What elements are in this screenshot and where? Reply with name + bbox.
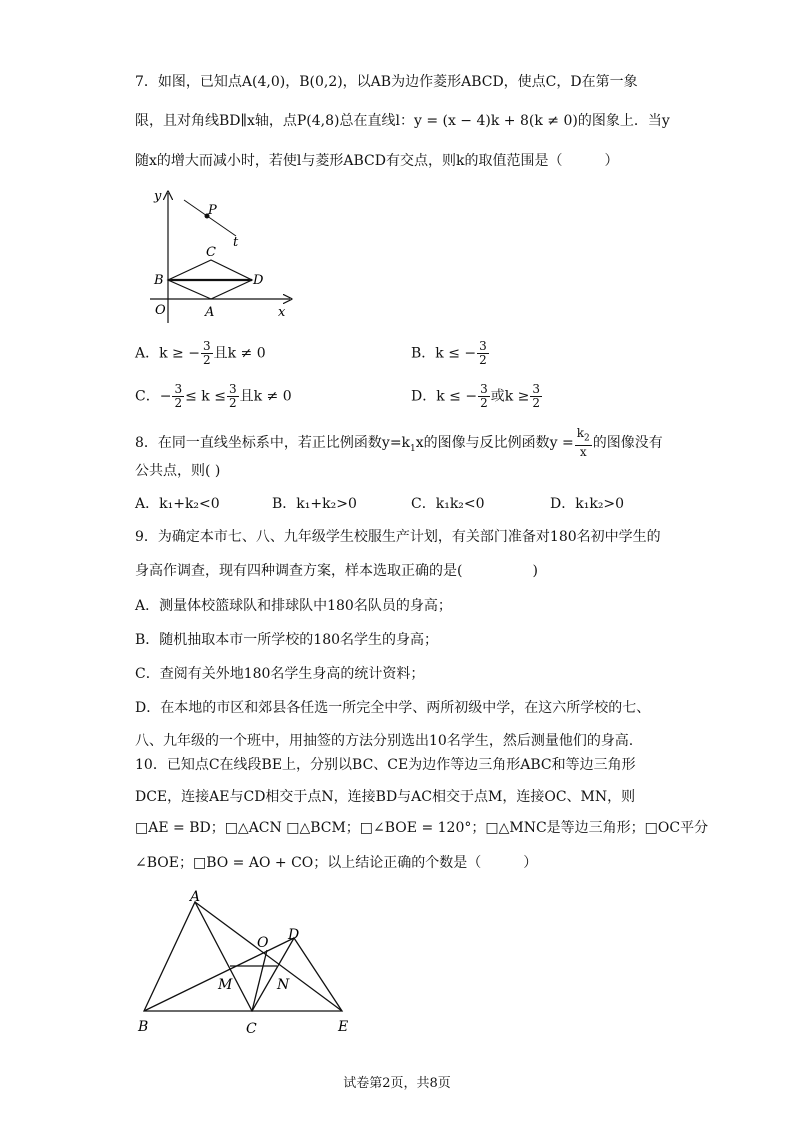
q10-line-1: 10．已知点C在线段BE上，分别以BC、CE为边作等边三角形ABC和等边三角形 (135, 757, 636, 773)
fraction-subscript: 2 (584, 433, 590, 444)
label-b: B (154, 273, 164, 288)
label-c: C (246, 1021, 257, 1037)
fraction (530, 383, 542, 410)
q10-line-4: ∠BOE；□BO = AO + CO；以上结论正确的个数是（ ） (135, 855, 538, 871)
fraction (477, 340, 489, 367)
q9-option-b[interactable]: B．随机抽取本市一所学校的180名学生的身高； (135, 632, 439, 648)
q8-subscript: 1 (410, 444, 416, 454)
page-footer: 试卷第2页，共8页 (343, 1076, 451, 1091)
q7-option-a[interactable] (135, 340, 266, 367)
option-text: ≤ k ≤ (185, 388, 226, 405)
fraction-num (575, 427, 592, 446)
q7-figure (140, 188, 300, 328)
label-t: t (233, 235, 239, 250)
option-text: k ≤ − (436, 388, 478, 405)
option-text: k₁+k₂<0 (159, 496, 220, 512)
fraction-den: 2 (479, 353, 487, 367)
label-a: A (205, 305, 215, 320)
q8-text: x的图像与反比例函数y = (415, 435, 574, 452)
label-e: E (338, 1019, 349, 1035)
q7-line-2: 限，且对角线BD∥x轴，点P(4,8)总在直线l：y = (x − 4)k + 8(k ≠ 0)的图象上．当y (135, 113, 670, 129)
q9-line-2: 身高作调查，现有四种调查方案，样本选取正确的是( ) (135, 563, 538, 579)
option-text: k₁k₂>0 (575, 496, 625, 512)
label-p: P (208, 203, 217, 218)
fraction-num: 3 (532, 382, 541, 396)
option-text: k₁+k₂>0 (296, 496, 357, 512)
label-c: C (206, 245, 216, 260)
fraction-num: 3 (174, 382, 183, 396)
fraction-den: 2 (174, 396, 183, 410)
fraction-den: 2 (228, 396, 237, 410)
option-label: C． (411, 496, 436, 512)
fraction (172, 383, 184, 410)
q7-option-c[interactable] (135, 383, 292, 410)
fraction-num: 3 (228, 382, 237, 396)
label-o: O (257, 935, 269, 951)
label-o: O (155, 303, 166, 318)
fraction-num-text: k (576, 426, 585, 440)
q9-option-c[interactable]: C．查阅有关外地180名学生身高的统计资料； (135, 666, 425, 682)
fraction-den: x (579, 445, 587, 460)
fraction-num: 3 (202, 339, 211, 353)
q8-option-d[interactable] (550, 494, 624, 514)
q8-option-c[interactable] (411, 494, 485, 514)
q7-line-1: 7．如图，已知点A(4,0)，B(0,2)，以AB为边作菱形ABCD，使点C，D在第一象 (135, 74, 638, 90)
option-label: D． (411, 388, 437, 405)
label-n: N (277, 977, 290, 993)
option-label: A． (135, 496, 160, 512)
q9-option-d-line-2[interactable]: 八、九年级的一个班中，用抽签的方法分别选出10名学生，然后测量他们的身高. (135, 733, 634, 749)
option-label: C． (135, 388, 160, 405)
fraction (575, 427, 592, 459)
option-text: k ≥ − (159, 345, 200, 362)
q8-option-a[interactable] (135, 494, 220, 514)
q7-line-3: 随x的增大而减小时，若使l与菱形ABCD有交点，则k的取值范围是（ ） (135, 153, 619, 169)
label-d: D (288, 927, 300, 943)
fraction-num: 3 (479, 339, 487, 353)
q10-line-3: □AE = BD；□△ACN □△BCM；□∠BOE = 120°；□△MNC是等边三角形；□OC平分 (135, 820, 709, 836)
segment-ae (195, 902, 342, 1011)
option-text: − (159, 388, 172, 405)
option-text: 且k ≠ 0 (239, 388, 292, 405)
option-label: B． (411, 345, 436, 362)
q9-line-1: 9．为确定本市七、八、九年级学生校服生产计划，有关部门准备对180名初中学生的 (135, 529, 661, 545)
q10-line-2: DCE，连接AE与CD相交于点N，连接BD与AC相交于点M，连接OC、MN，则 (135, 789, 636, 805)
fraction-den: 2 (532, 396, 541, 410)
q9-option-a[interactable]: A．测量体校篮球队和排球队中180名队员的身高； (135, 598, 452, 614)
label-x: x (278, 305, 286, 320)
q8-line-1 (135, 427, 663, 459)
option-text: k ≤ − (435, 345, 477, 362)
q7-option-d[interactable] (411, 383, 543, 410)
q8-text: 8．在同一直线坐标系中，若正比例函数y=k (135, 435, 411, 452)
label-b: B (138, 1019, 149, 1035)
triangle-abc (144, 902, 252, 1011)
fraction (478, 383, 490, 410)
q8-text: 的图像没有 (592, 435, 663, 452)
label-y: y (154, 189, 162, 204)
option-text: 或k ≥ (490, 388, 530, 405)
fraction (227, 383, 239, 410)
segment-oc (252, 950, 267, 1011)
q9-option-d-line-1[interactable]: D．在本地的市区和郊县各任选一所完全中学、两所初级中学，在这六所学校的七、 (135, 700, 651, 716)
option-text: k₁k₂<0 (435, 496, 485, 512)
fraction (201, 340, 213, 367)
option-text: 且k ≠ 0 (213, 345, 266, 362)
option-label: A． (135, 345, 160, 362)
option-label: B． (272, 496, 297, 512)
fraction-den: 2 (480, 396, 488, 410)
q7-option-b[interactable] (411, 340, 490, 367)
q8-line-2: 公共点，则( ) (135, 463, 221, 479)
q10-figure (130, 885, 360, 1045)
label-a: A (190, 889, 201, 905)
q8-option-b[interactable] (272, 494, 357, 514)
label-d: D (253, 273, 264, 288)
fraction-num: 3 (480, 382, 488, 396)
label-m: M (218, 977, 233, 993)
fraction-den: 2 (202, 353, 211, 367)
option-label: D． (550, 496, 576, 512)
